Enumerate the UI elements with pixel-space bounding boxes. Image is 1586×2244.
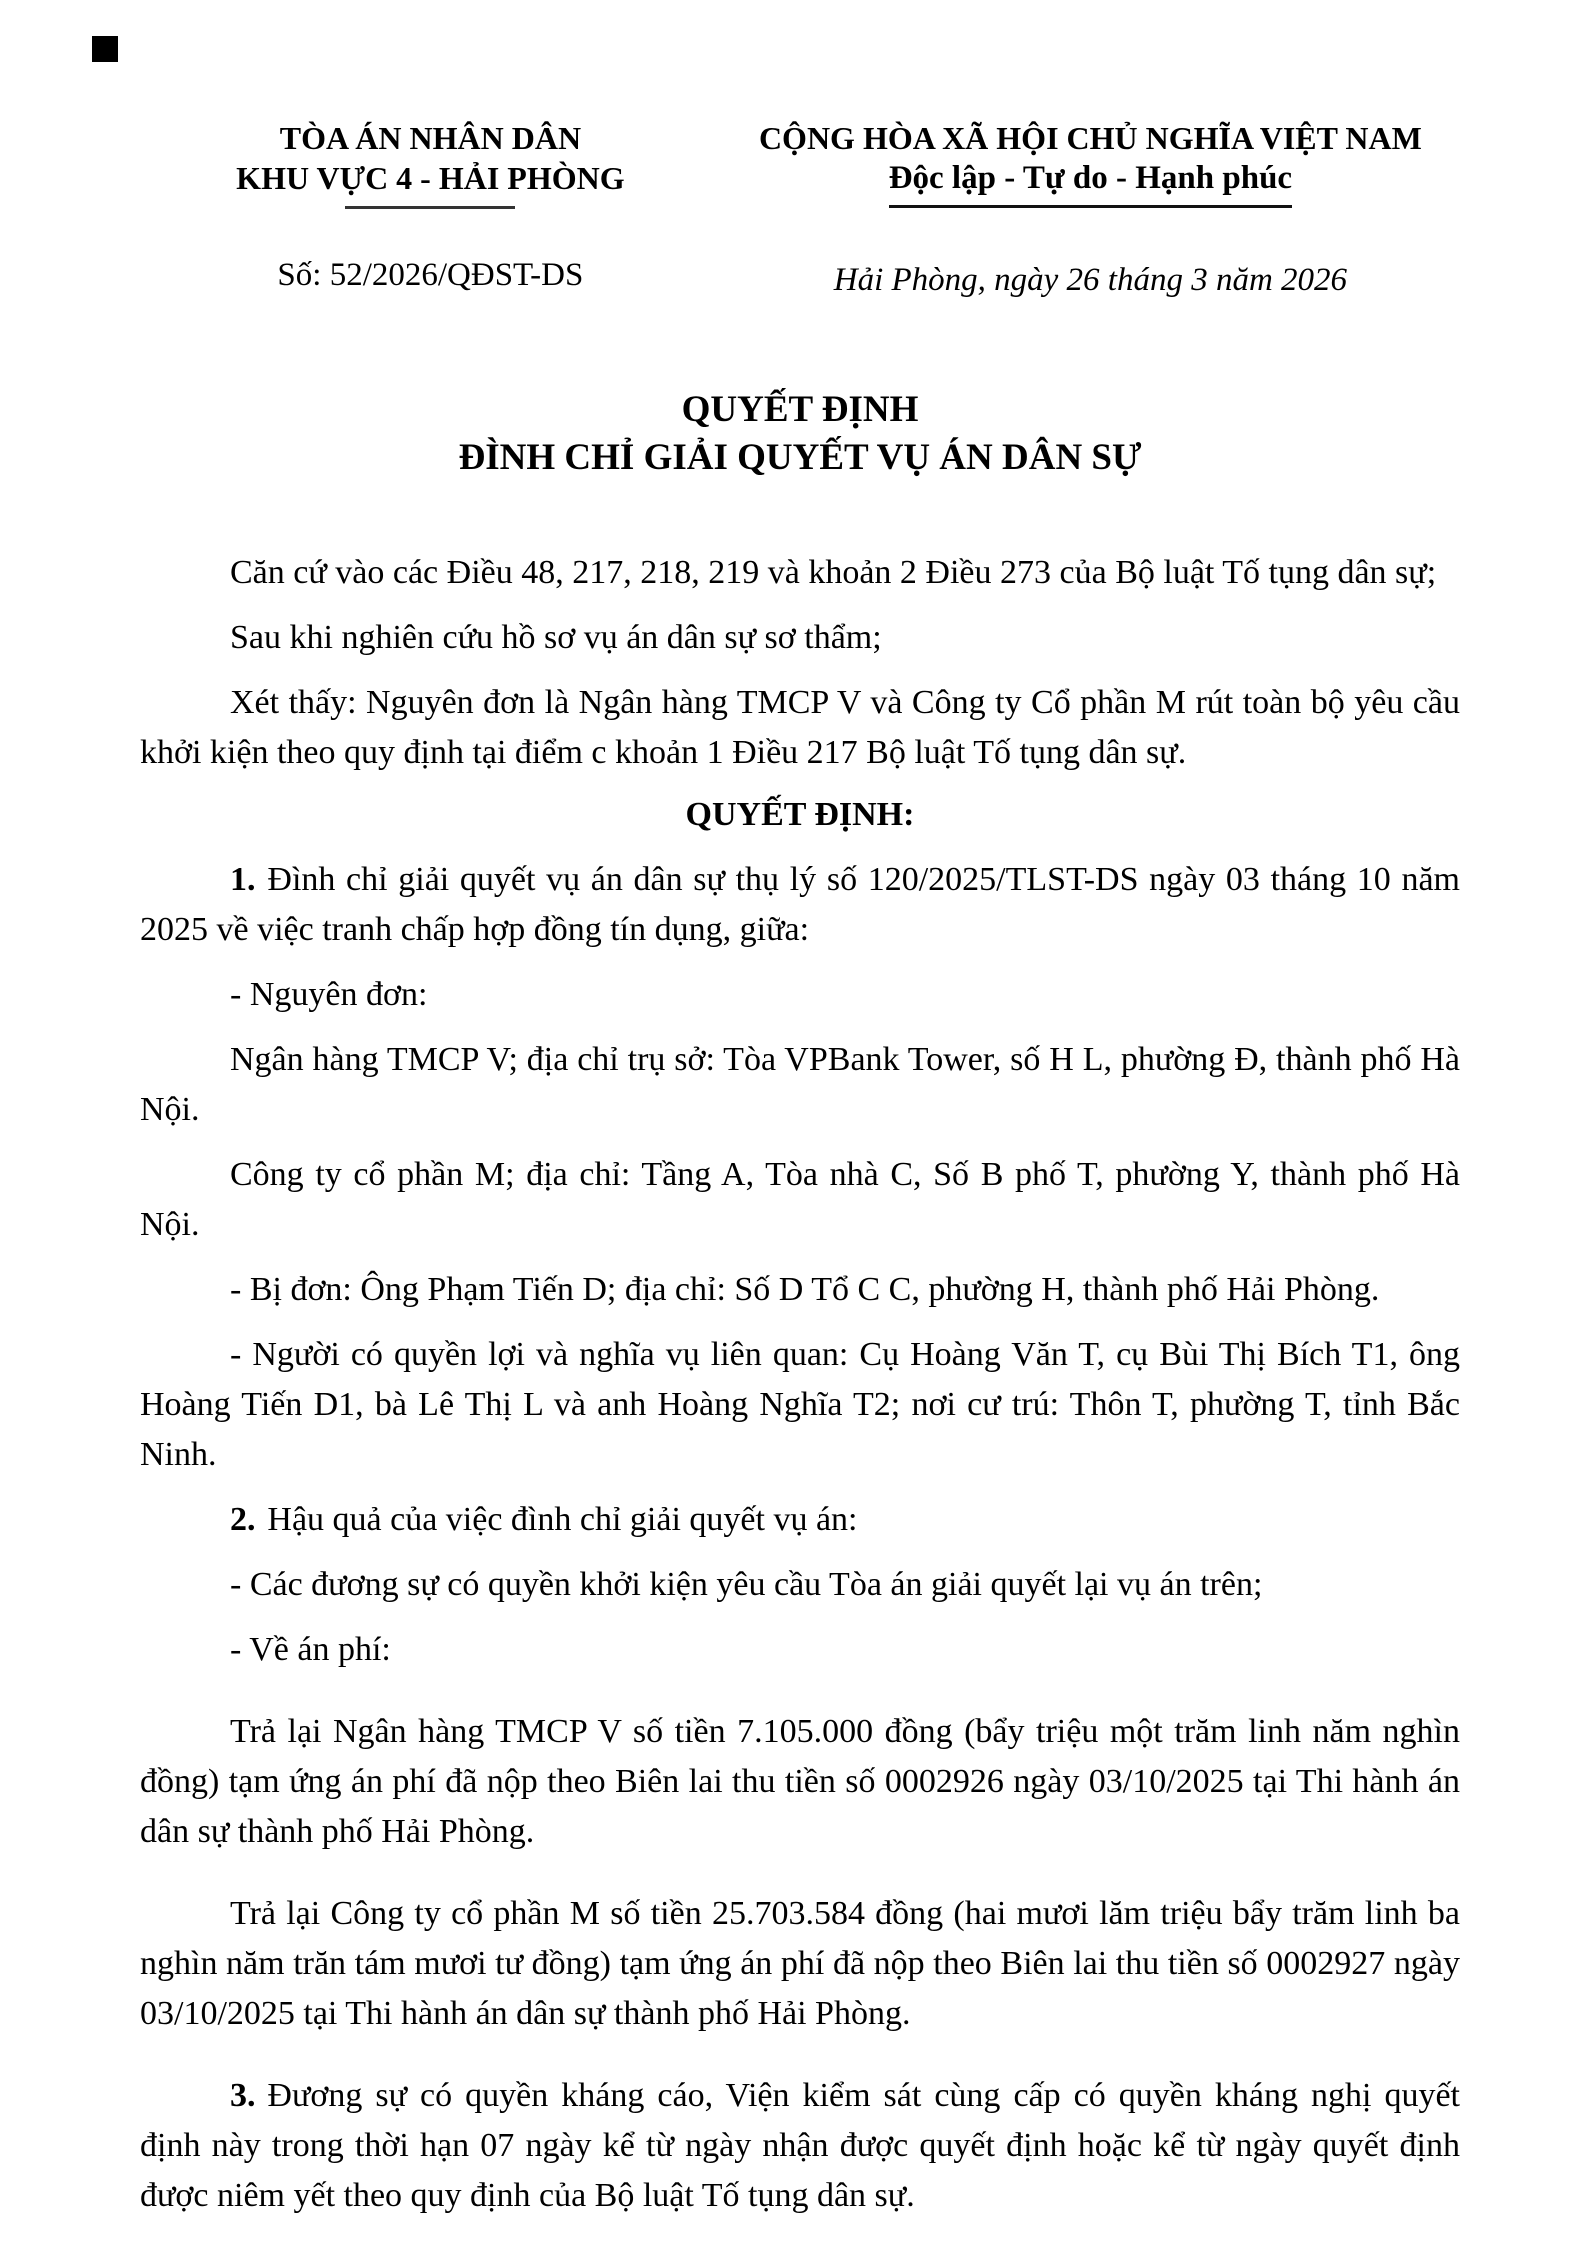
court-underline — [345, 206, 515, 209]
paragraph-text: Ngân hàng TMCP V; địa chỉ trụ sở: Tòa VPBank Tower, số H L, phường Đ, thành phố Hà Nội. — [140, 1041, 1460, 1128]
title-line2: ĐÌNH CHỈ GIẢI QUYẾT VỤ ÁN DÂN SỰ — [458, 437, 1142, 478]
preamble-paragraph — [140, 613, 1460, 663]
national-name: CỘNG HÒA XÃ HỘI CHỦ NGHĨA VIỆT NAM — [758, 120, 1422, 156]
paragraph-text: Đương sự có quyền kháng cáo, Viện kiểm sát cùng cấp có quyền kháng nghị quyết định này trong thời hạn 07 ngày kể từ ngày nhận được quyết định hoặc kể từ ngày quyết định được niêm yết theo quy định của Bộ luật Tố tụng dân sự. — [140, 2077, 1460, 2214]
paragraph-text: Sau khi nghiên cứu hồ sơ vụ án dân sự sơ thẩm; — [230, 619, 882, 656]
paragraph-text: - Người có quyền lợi và nghĩa vụ liên quan: Cụ Hoàng Văn T, cụ Bùi Thị Bích T1, ông Hoàng Tiến D1, bà Lê Thị L và anh Hoàng Nghĩa T2; nơi cư trú: Thôn T, phường T, tỉnh Bắc Ninh. — [140, 1336, 1460, 1473]
paragraph-text: Công ty cổ phần M; địa chỉ: Tầng A, Tòa nhà C, Số B phố T, phường Y, thành phố Hà Nội. — [140, 1156, 1460, 1243]
national-heading-block — [721, 118, 1460, 300]
paragraph-text: Xét thấy: Nguyên đơn là Ngân hàng TMCP V và Công ty Cổ phần M rút toàn bộ yêu cầu khởi kiện theo quy định tại điểm c khoản 1 Điều 217 Bộ luật Tố tụng dân sự. — [140, 684, 1460, 771]
national-motto: Độc lập - Tự do - Hạnh phúc — [889, 158, 1292, 208]
decision-item-2 — [140, 1495, 1460, 1545]
paragraph-text: - Các đương sự có quyền khởi kiện yêu cầu Tòa án giải quyết lại vụ án trên; — [230, 1566, 1263, 1603]
document-header — [140, 118, 1460, 300]
court-name-line2: KHU VỰC 4 - HẢI PHÒNG — [236, 160, 625, 196]
title-line1: QUYẾT ĐỊNH — [681, 389, 919, 430]
defendant — [140, 1265, 1460, 1315]
document-body — [140, 548, 1460, 2221]
item-number: 2. — [230, 1501, 256, 1538]
paragraph-text: - Về án phí: — [230, 1631, 391, 1668]
paragraph-text: Trả lại Công ty cổ phần M số tiền 25.703.584 đồng (hai mươi lăm triệu bẩy trăm linh ba nghìn năm trăn tám mươi tư đồng) tạm ứng án phí đã nộp theo Biên lai thu tiền số 0002927 ngày 03/10/2025 tại Thi hành án dân sự thành phố Hải Phòng. — [140, 1895, 1460, 2032]
paragraph-text: - Nguyên đơn: — [230, 976, 428, 1013]
decision-item-3 — [140, 2071, 1460, 2221]
preamble-paragraph — [140, 678, 1460, 778]
plaintiff-company — [140, 1150, 1460, 1250]
decision-item-1 — [140, 855, 1460, 955]
right-to-refile — [140, 1560, 1460, 1610]
paragraph-text: Đình chỉ giải quyết vụ án dân sự thụ lý số 120/2025/TLST-DS ngày 03 tháng 10 năm 2025 về việc tranh chấp hợp đồng tín dụng, giữa: — [140, 861, 1460, 948]
refund-bank — [140, 1707, 1460, 1857]
court-name-line1: TÒA ÁN NHÂN DÂN — [279, 120, 582, 156]
item-number: 3. — [230, 2077, 256, 2114]
preamble-paragraph — [140, 548, 1460, 598]
refund-company — [140, 1889, 1460, 2039]
paragraph-text: - Bị đơn: Ông Phạm Tiến D; địa chỉ: Số D Tổ C C, phường H, thành phố Hải Phòng. — [230, 1271, 1380, 1308]
issuing-court-block — [140, 118, 721, 300]
paragraph-text: Căn cứ vào các Điều 48, 217, 218, 219 và khoản 2 Điều 273 của Bộ luật Tố tụng dân sự; — [230, 554, 1437, 591]
decision-section-heading: QUYẾT ĐỊNH: — [685, 796, 915, 833]
place-and-date: Hải Phòng, ngày 26 tháng 3 năm 2026 — [833, 262, 1348, 298]
paragraph-text: Trả lại Ngân hàng TMCP V số tiền 7.105.000 đồng (bẩy triệu một trăm linh năm nghìn đồng) tạm ứng án phí đã nộp theo Biên lai thu tiền số 0002926 ngày 03/10/2025 tại Thi hành án dân sự thành phố Hải Phòng. — [140, 1713, 1460, 1850]
document-number: Số: 52/2026/QĐST-DS — [277, 257, 584, 293]
court-fee-label — [140, 1625, 1460, 1675]
related-parties — [140, 1330, 1460, 1480]
plaintiff-bank — [140, 1035, 1460, 1135]
plaintiff-label — [140, 970, 1460, 1020]
paragraph-text: Hậu quả của việc đình chỉ giải quyết vụ án: — [267, 1501, 858, 1538]
document-title — [140, 386, 1460, 482]
scan-artifact-mark — [92, 36, 118, 62]
item-number: 1. — [230, 861, 256, 898]
